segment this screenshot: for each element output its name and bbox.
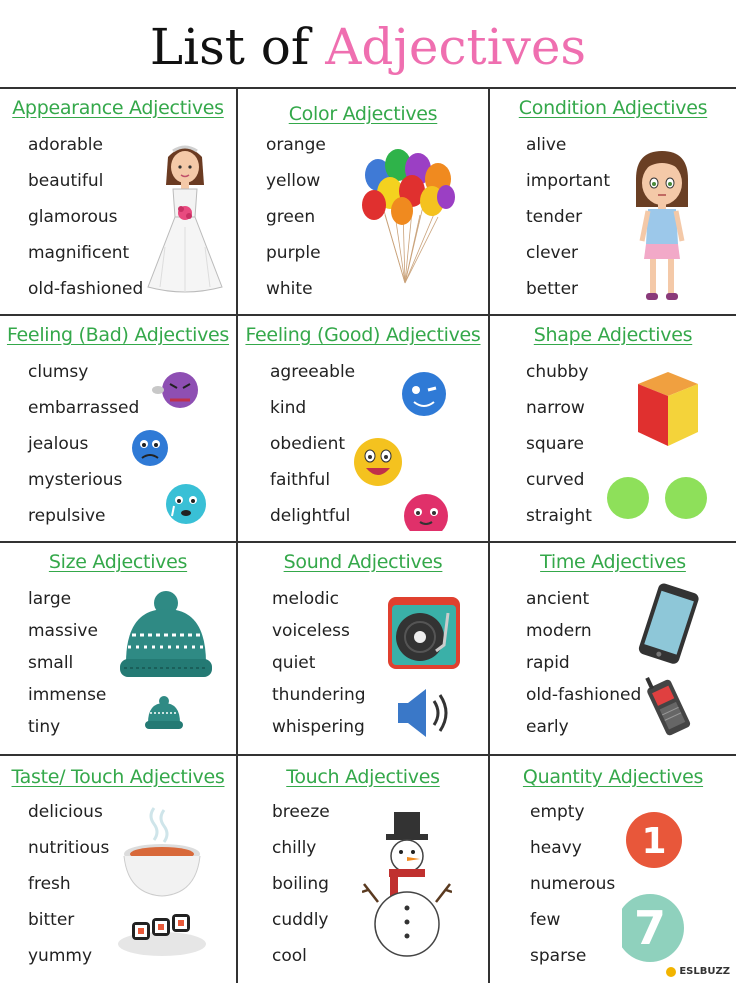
section-title: Taste/ Touch Adjectives bbox=[11, 766, 225, 788]
section-title: Time Adjectives bbox=[540, 551, 686, 573]
word-list bbox=[272, 587, 366, 747]
word: modern bbox=[526, 621, 592, 641]
word: cuddly bbox=[272, 910, 329, 930]
word-list bbox=[28, 587, 106, 747]
word: magnificent bbox=[28, 243, 130, 263]
word: adorable bbox=[28, 135, 103, 155]
section-title: Feeling (Good) Adjectives bbox=[245, 324, 481, 346]
word: delightful bbox=[270, 506, 351, 526]
section-title: Shape Adjectives bbox=[533, 324, 693, 346]
sad-faces-icon bbox=[120, 366, 220, 526]
word: empty bbox=[530, 802, 585, 822]
word: thundering bbox=[272, 685, 366, 705]
title-accent: Adjectives bbox=[325, 18, 587, 76]
word-list bbox=[28, 800, 109, 980]
word: yellow bbox=[266, 171, 321, 191]
word: small bbox=[28, 653, 74, 673]
turntable-icon bbox=[384, 595, 464, 745]
word: cool bbox=[272, 946, 307, 966]
section-feeling-bad bbox=[0, 316, 238, 543]
section-sound bbox=[238, 543, 490, 756]
snowman-icon bbox=[362, 812, 452, 972]
word: straight bbox=[526, 506, 592, 526]
shapes-icon bbox=[606, 372, 730, 522]
word: clever bbox=[526, 243, 579, 263]
word: melodic bbox=[272, 589, 340, 609]
word: white bbox=[266, 279, 313, 299]
word: important bbox=[526, 171, 610, 191]
section-title: Quantity Adjectives bbox=[522, 766, 704, 788]
word: clumsy bbox=[28, 362, 89, 382]
brand-text: ESLBUZZ bbox=[679, 966, 730, 977]
adjective-grid bbox=[0, 87, 736, 981]
word-list bbox=[530, 800, 615, 980]
word: numerous bbox=[530, 874, 616, 894]
brand-dot-icon bbox=[666, 967, 676, 977]
section-condition bbox=[490, 89, 736, 316]
word: better bbox=[526, 279, 579, 299]
section-title: Appearance Adjectives bbox=[12, 97, 224, 119]
word: delicious bbox=[28, 802, 103, 822]
word: tiny bbox=[28, 717, 61, 737]
word: rapid bbox=[526, 653, 570, 673]
word: purple bbox=[266, 243, 321, 263]
section-title: Size Adjectives bbox=[48, 551, 188, 573]
word: chilly bbox=[272, 838, 317, 858]
word-list bbox=[526, 133, 610, 313]
word: jealous bbox=[28, 434, 89, 454]
numbers-icon bbox=[622, 812, 726, 962]
word: boiling bbox=[272, 874, 329, 894]
word: sparse bbox=[530, 946, 587, 966]
section-time bbox=[490, 543, 736, 756]
word: alive bbox=[526, 135, 567, 155]
section-shape bbox=[490, 316, 736, 543]
phone-icon bbox=[630, 583, 710, 743]
word: embarrassed bbox=[28, 398, 140, 418]
word: curved bbox=[526, 470, 585, 490]
word: repulsive bbox=[28, 506, 106, 526]
word-list bbox=[272, 800, 330, 980]
word-list bbox=[526, 587, 641, 747]
word: ancient bbox=[526, 589, 590, 609]
word: breeze bbox=[272, 802, 330, 822]
happy-faces-icon bbox=[348, 366, 458, 531]
word: narrow bbox=[526, 398, 585, 418]
word: square bbox=[526, 434, 584, 454]
soup-sushi-icon bbox=[118, 804, 218, 969]
section-size bbox=[0, 543, 238, 756]
word: fresh bbox=[28, 874, 71, 894]
section-title: Sound Adjectives bbox=[283, 551, 443, 573]
word: beautiful bbox=[28, 171, 104, 191]
word: mysterious bbox=[28, 470, 123, 490]
section-title: Condition Adjectives bbox=[518, 97, 708, 119]
word-list bbox=[270, 360, 355, 540]
page-title bbox=[0, 12, 736, 82]
word: agreeable bbox=[270, 362, 356, 382]
word: large bbox=[28, 589, 72, 609]
girl-icon bbox=[630, 149, 694, 304]
word: chubby bbox=[526, 362, 589, 382]
section-title: Touch Adjectives bbox=[286, 766, 440, 788]
brand-logo bbox=[666, 966, 730, 977]
section-quantity bbox=[490, 756, 736, 983]
word: tender bbox=[526, 207, 583, 227]
word: voiceless bbox=[272, 621, 350, 641]
number-badge-1: 1 bbox=[641, 821, 667, 862]
section-color bbox=[238, 89, 490, 316]
word-list bbox=[28, 133, 143, 313]
section-title: Feeling (Bad) Adjectives bbox=[6, 324, 230, 346]
word: kind bbox=[270, 398, 307, 418]
word: whispering bbox=[272, 717, 365, 737]
word: faithful bbox=[270, 470, 331, 490]
word: old-fashioned bbox=[28, 279, 144, 299]
word: yummy bbox=[28, 946, 93, 966]
word: early bbox=[526, 717, 569, 737]
word: glamorous bbox=[28, 207, 118, 227]
word: obedient bbox=[270, 434, 346, 454]
section-title: Color Adjectives bbox=[288, 103, 438, 125]
word-list bbox=[266, 133, 326, 313]
word: heavy bbox=[530, 838, 582, 858]
word: few bbox=[530, 910, 561, 930]
bride-icon bbox=[140, 137, 230, 297]
word: nutritious bbox=[28, 838, 110, 858]
word: old-fashioned bbox=[526, 685, 642, 705]
word: massive bbox=[28, 621, 98, 641]
number-badge-7: 7 bbox=[633, 901, 667, 955]
section-taste-touch bbox=[0, 756, 238, 983]
word: bitter bbox=[28, 910, 75, 930]
section-touch bbox=[238, 756, 490, 983]
section-appearance bbox=[0, 89, 238, 316]
beanie-icon bbox=[112, 591, 222, 741]
section-feeling-good bbox=[238, 316, 490, 543]
word: orange bbox=[266, 135, 326, 155]
title-prefix: List of bbox=[149, 18, 310, 76]
balloons-icon bbox=[360, 145, 460, 285]
word: quiet bbox=[272, 653, 316, 673]
word-list bbox=[526, 360, 592, 540]
word: green bbox=[266, 207, 316, 227]
word: immense bbox=[28, 685, 107, 705]
